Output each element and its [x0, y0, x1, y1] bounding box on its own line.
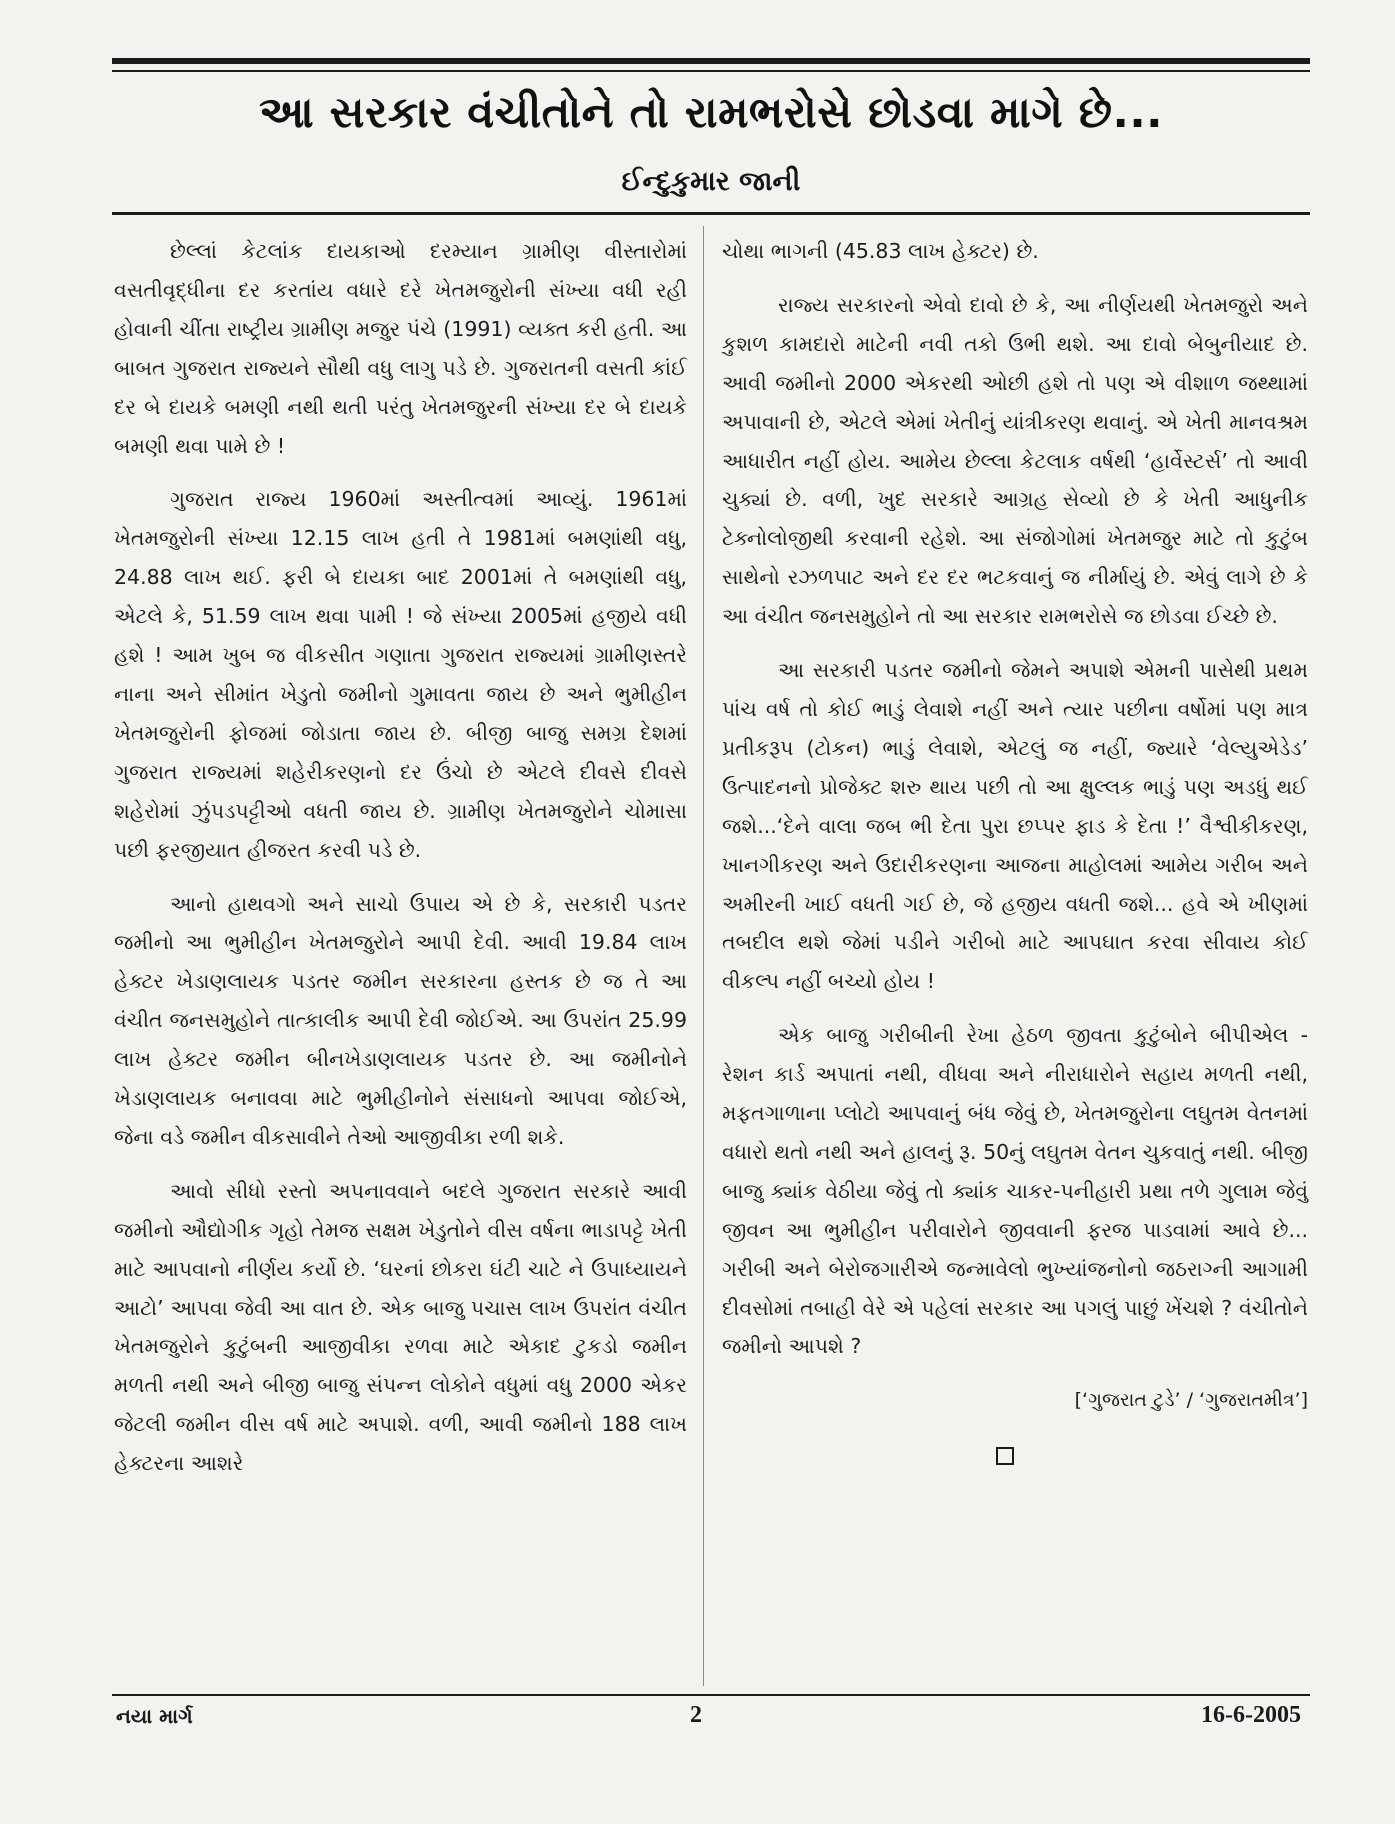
right-paragraph-4: એક બાજુ ગરીબીની રેખા હેઠળ જીવતા કુટુંબોને બીપીએલ - રેશન કાર્ડ અપાતાં નથી, વીધવા અને નીરાધારોને સહાય મળતી નથી, મફતગાળાના પ્લોટો આપવાનું બંધ જેવું છે, ખેતમજુરોના લઘુતમ વેતનમાં વધારો થતો નથી અને હાલનું રૂ. 50નું લઘુતમ વેતન ચુકવાતું નથી. બીજી બાજુ ક્યાંક વેઠીયા જેવું તો ક્યાંક ચાકર-પનીહારી પ્રથા તળે ગુલામ જેવું જીવન આ ભુમીહીન પરીવારોને જીવવાની ફરજ પાડવામાં આવે છે... ગરીબી અને બેરોજગારીએ જન્માવેલો ભુખ્યાંજનોનો જઠરાગ્ની આગામી દીવસોમાં તબાહી વેરે એ પહેલાં સરકાર આ પગલું પાછું ખેંચશે ? વંચીતોને જમીનો આપશે ?: [722, 1023, 1308, 1359]
left-paragraph-4: આવો સીધો રસ્તો અપનાવવાને બદલે ગુજરાત સરકારે આવી જમીનો ઔદ્યોગીક ગૃહો તેમજ સક્ષમ ખેડુતોને વીસ વર્ષના ભાડાપટ્ટે ખેતી માટે આપવાનો નીર્ણય કર્યો છે. ‘ઘરનાં છોકરા ઘંટી ચાટે ને ઉપાધ્યાયને આટો’ આપવા જેવી આ વાત છે. એક બાજુ પચાસ લાખ ઉપરાંત વંચીત ખેતમજુરોને કુટુંબની આજીવીકા રળવા માટે એકાદ ટુકડો જમીન મળતી નથી અને બીજી બાજુ સંપન્ન લોકોને વધુમાં વધુ 2000 એકર જેટલી જમીન વીસ વર્ષ માટે અપાશે. વળી, આવી જમીનો 188 લાખ હેક્ટરના આશરે: [114, 1178, 687, 1476]
right-paragraph-3: આ સરકારી પડતર જમીનો જેમને અપાશે એમની પાસેથી પ્રથમ પાંચ વર્ષ તો કોઈ ભાડું લેવાશે નહીં અને ત્યાર પછીના વર્ષોમાં પણ માત્ર પ્રતીકરૂપ (ટોકન) ભાડું લેવાશે, એટલું જ નહીં, જ્યારે ‘વેલ્યુએડેડ’ ઉત્પાદનનો પ્રોજેક્ટ શરુ થાય પછી તો આ ક્ષુલ્લક ભાડું પણ અડધું થઈ જશે...‘દેને વાલા જબ ભી દેતા પુરા છપ્પર ફાડ કે દેતા !’ વૈશ્વીકીકરણ, ખાનગીકરણ અને ઉદારીકરણના આજના માહોલમાં આમેય ગરીબ અને અમીરની ખાઈ વધતી ગઈ છે, જે હજીય વધતી જશે... હવે એ ખીણમાં તબદીલ થશે જેમાં પડીને ગરીબો માટે આપઘાત કરવા સીવાય કોઈ વીકલ્પ નહીં બચ્યો હોય !: [722, 658, 1308, 994]
article-source: [‘ગુજરાત ટુડે’ / ‘ગુજરાતમીત્ર’]: [1074, 1389, 1308, 1412]
footer-page-number: 2: [690, 1702, 702, 1728]
header-rule: [112, 212, 1310, 215]
right-column: [722, 232, 1308, 1478]
left-paragraph-3: આનો હાથવગો અને સાચો ઉપાય એ છે કે, સરકારી પડતર જમીનો આ ભુમીહીન ખેતમજુરોને આપી દેવી. આવી 19.84 લાખ હેક્ટર ખેડાણલાયક પડતર જમીન સરકારના હસ્તક છે જ તે આ વંચીત જનસમુહોને તાત્કાલીક આપી દેવી જોઈએ. આ ઉપરાંત 25.99 લાખ હેક્ટર જમીન બીનખેડાણલાયક પડતર છે. આ જમીનોને ખેડાણલાયક બનાવવા માટે ભુમીહીનોને સંસાધનો આપવા જોઈએ, જેના વડે જમીન વીકસાવીને તેઓ આજીવીકા રળી શકે.: [114, 891, 687, 1149]
article-headline: આ સરકાર વંચીતોને તો રામભરોસે છોડવા માગે છે...: [259, 88, 1163, 138]
end-of-article-box-icon: [996, 1447, 1014, 1465]
article-byline: ઈન્દુકુમાર જાની: [621, 166, 801, 197]
left-paragraph-2: ગુજરાત રાજ્ય 1960માં અસ્તીત્વમાં આવ્યું. 1961માં ખેતમજુરોની સંખ્યા 12.15 લાખ હતી તે 1981માં બમણાંથી વધુ, 24.88 લાખ થઈ. ફરી બે દાયકા બાદ 2001માં તે બમણાંથી વધુ, એટલે કે, 51.59 લાખ થવા પામી ! જે સંખ્યા 2005માં હજીયે વધી હશે ! આમ ખુબ જ વીકસીત ગણાતા ગુજરાત રાજ્યમાં ગ્રામીણસ્તરે નાના અને સીમાંત ખેડુતો જમીનો ગુમાવતા જાય છે અને ભુમીહીન ખેતમજુરોની ફોજમાં જોડાતા જાય છે. બીજી બાજુ સમગ્ર દેશમાં ગુજરાત રાજ્યમાં શહેરીકરણનો દર ઉંચો છે એટલે દીવસે દીવસે શહેરોમાં ઝુંપડપટ્ટીઓ વધતી જાય છે. ગ્રામીણ ખેતમજુરોને ચોમાસા પછી ફરજીયાત હીજરત કરવી પડે છે.: [114, 487, 687, 862]
right-paragraph-2: રાજ્ય સરકારનો એવો દાવો છે કે, આ નીર્ણયથી ખેતમજુરો અને કુશળ કામદારો માટેની નવી તકો ઉભી થશે. આ દાવો બેબુનીયાદ છે. આવી જમીનો 2000 એકરથી ઓછી હશે તો પણ એ વીશાળ જથ્થામાં અપાવાની છે, એટલે એમાં ખેતીનું યાંત્રીકરણ થવાનું. એ ખેતી માનવશ્રમ આધારીત નહીં હોય. આમેય છેલ્લા કેટલાક વર્ષથી ‘હાર્વેસ્ટર્સ’ તો આવી ચુક્યાં છે. વળી, ખુદ સરકારે આગ્રહ સેવ્યો છે કે ખેતી આધુનીક ટેક્નોલોજીથી કરવાની રહેશે. આ સંજોગોમાં ખેતમજુર માટે તો કુટુંબ સાથેનો રઝળપાટ અને દર દર ભટકવાનું જ નીર્માયું છે. એવું લાગે છે કે આ વંચીત જનસમુહોને તો આ સરકાર રામભરોસે જ છોડવા ઈચ્છે છે.: [722, 292, 1308, 629]
left-column: [114, 232, 687, 1498]
right-paragraph-1: ચોથા ભાગની (45.83 લાખ હેક્ટર) છે.: [722, 239, 1039, 263]
footer-date: 16-6-2005: [1201, 1702, 1301, 1728]
top-rule-thin: [112, 70, 1310, 72]
footer-publication-name: નયા માર્ગ: [116, 1704, 193, 1728]
footer-rule: [112, 1694, 1310, 1696]
top-rule-thick: [112, 58, 1310, 64]
left-paragraph-1: છેલ્લાં કેટલાંક દાયકાઓ દરમ્યાન ગ્રામીણ વીસ્તારોમાં વસતીવૃદ્ધીના દર કરતાંય વધારે દરે ખેતમજુરોની સંખ્યા વધી રહી હોવાની ચીંતા રાષ્ટ્રીય ગ્રામીણ મજુર પંચે (1991) વ્યક્ત કરી હતી. આ બાબત ગુજરાત રાજ્યને સૌથી વધુ લાગુ પડે છે. ગુજરાતની વસતી કાંઈ દર બે દાયકે બમણી નથી થતી પરંતુ ખેતમજુરની સંખ્યા દર બે દાયકે બમણી થવા પામે છે !: [114, 239, 687, 458]
column-divider: [703, 226, 704, 1686]
